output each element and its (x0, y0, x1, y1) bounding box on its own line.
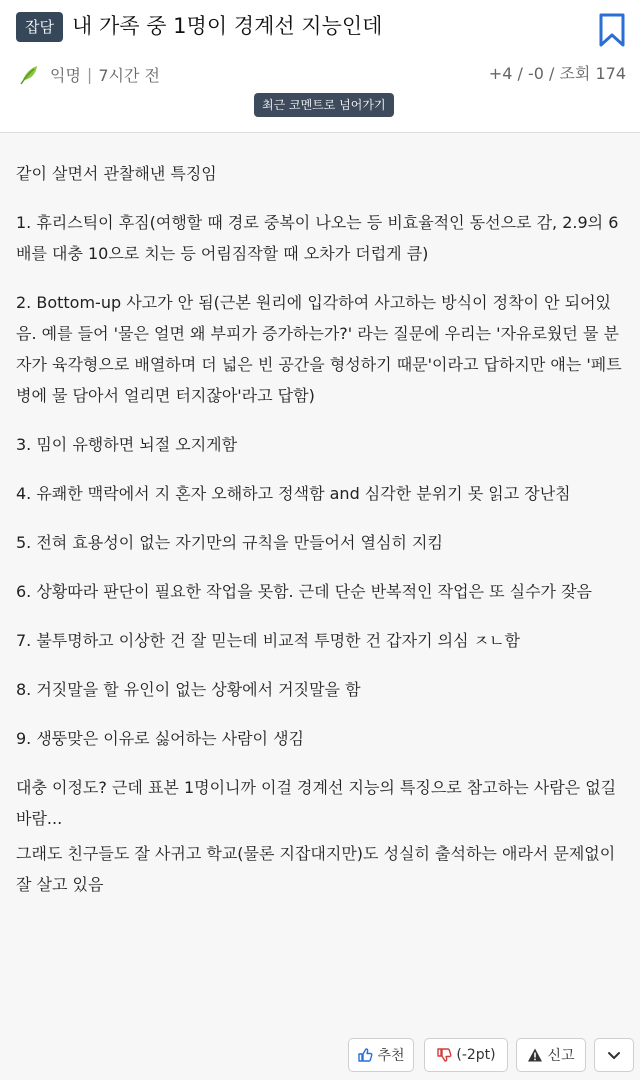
report-label: 신고 (547, 1048, 575, 1064)
body-paragraph: 그래도 친구들도 잘 사귀고 학교(물론 지잡대지만)도 성실히 출석하는 애라서 문제없이 잘 살고 있음 (16, 844, 616, 894)
bookmark-icon[interactable] (596, 12, 628, 48)
post-meta (18, 62, 160, 86)
warning-icon (527, 1047, 543, 1063)
post-body (16, 158, 628, 918)
downvote-button[interactable] (424, 1038, 508, 1072)
leaf-icon (18, 63, 40, 85)
author-name[interactable]: 익명 (50, 65, 81, 85)
body-paragraph: 7. 불투명하고 이상한 건 잘 믿는데 비교적 투명한 건 갑자기 의심 ㅈㄴ함 (16, 631, 520, 650)
category-badge[interactable]: 잡담 (16, 12, 63, 42)
recommend-label: 추천 (377, 1048, 405, 1064)
body-paragraph: 8. 거짓말을 할 유인이 없는 상황에서 거짓말을 함 (16, 680, 361, 699)
thumbs-up-icon (357, 1047, 373, 1063)
body-paragraph: 6. 상황따라 판단이 필요한 작업을 못함. 근데 단순 반복적인 작업은 또 실수가 잦음 (16, 582, 592, 601)
post-title: 내 가족 중 1명이 경계선 지능인데 (72, 14, 383, 38)
body-paragraph: 3. 밈이 유행하면 뇌절 오지게함 (16, 435, 238, 454)
body-paragraph: 대충 이정도? 근데 표본 1명이니까 이걸 경계선 지능의 특징으로 참고하는 사람은 없길 바람... (16, 778, 617, 828)
body-paragraph: 4. 유쾌한 맥락에서 지 혼자 오해하고 정색함 and 심각한 분위기 못 읽고 장난침 (16, 484, 571, 503)
thumbs-down-icon (436, 1047, 452, 1063)
chevron-down-icon (606, 1047, 622, 1063)
post-time: 7시간 전 (98, 65, 160, 85)
report-button[interactable] (516, 1038, 586, 1072)
downvote-label: (-2pt) (456, 1047, 496, 1063)
post-actions (0, 1038, 640, 1074)
meta-separator: | (86, 64, 93, 84)
recommend-button[interactable] (348, 1038, 414, 1072)
body-paragraph: 5. 전혀 효용성이 없는 자기만의 규칙을 만들어서 열심히 지킴 (16, 533, 443, 552)
more-button[interactable] (594, 1038, 634, 1072)
body-paragraph: 2. Bottom-up 사고가 안 됨(근본 원리에 입각하여 사고하는 방식이 정착이 안 되어있음. 예를 들어 '물은 얼면 왜 부피가 증가하는가?' 라는 질문에 우리는 '자유로웠던 물 분자가 육각형으로 배열하며 더 넓은 빈 공간을 형성하기 때문'이라고 답하지만 얘는 '페트병에 물 담아서 얼리면 터지잖아'라고 답함) (16, 293, 622, 405)
jump-to-recent-comment-button[interactable]: 최근 코멘트로 넘어가기 (254, 93, 394, 117)
body-paragraph: 9. 생뚱맞은 이유로 싫어하는 사람이 생김 (16, 729, 304, 748)
body-paragraph: 1. 휴리스틱이 후짐(여행할 때 경로 중복이 나오는 등 비효율적인 동선으로 감, 2.9의 6배를 대충 10으로 치는 등 어림짐작할 때 오차가 더럽게 큼) (16, 213, 619, 263)
body-paragraph: 같이 살면서 관찰해낸 특징임 (16, 164, 217, 183)
post-stats: +4 / -0 / 조회 174 (488, 64, 626, 83)
post-header (0, 0, 640, 133)
